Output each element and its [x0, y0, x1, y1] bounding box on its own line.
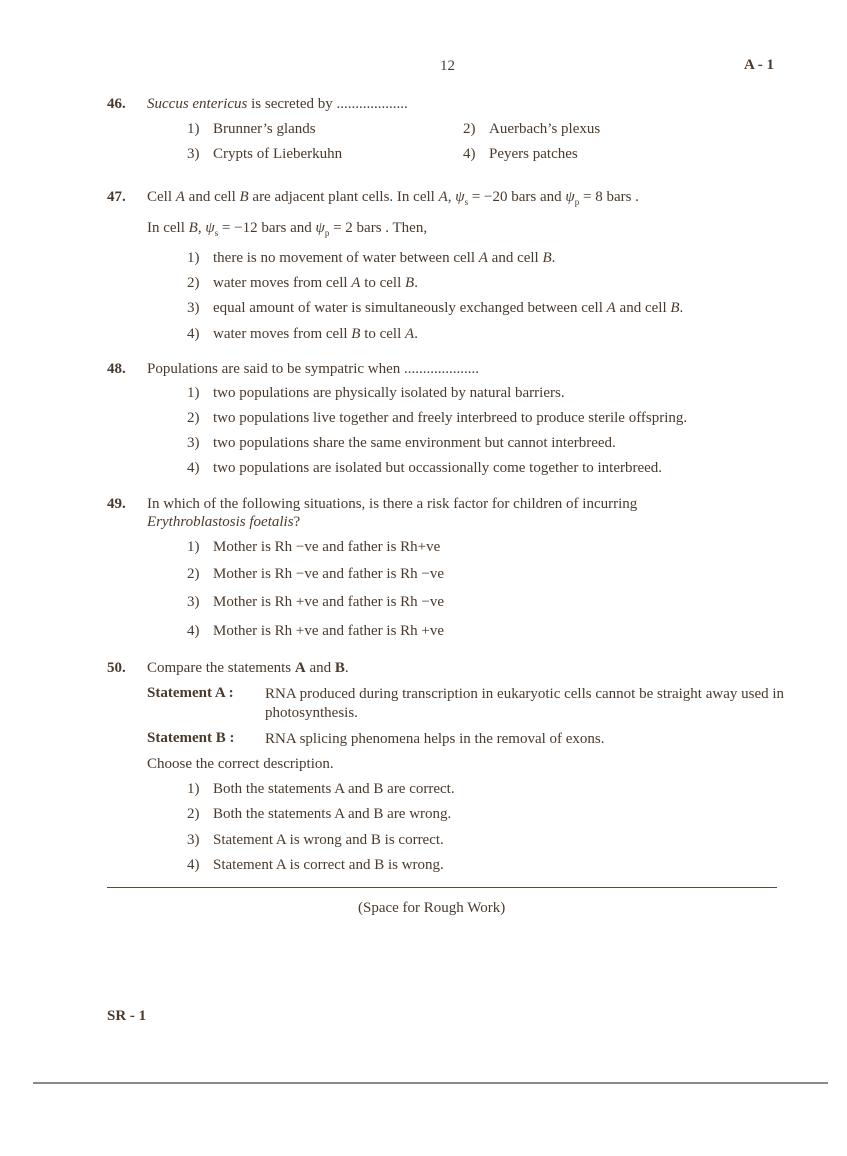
question-number: 49.: [107, 496, 126, 512]
question-text-line: Erythroblastosis foetalis?: [147, 514, 301, 530]
option: 4) Mother is Rh +ve and father is Rh +ve: [187, 623, 445, 639]
option: 4) water moves from cell B to cell A.: [187, 326, 418, 342]
question-text: In which of the following situations, is there a risk factor for children of incurring: [147, 496, 638, 512]
question-number: 50.: [107, 660, 126, 676]
question-text: Compare the statements A and B.: [147, 660, 349, 676]
option: [463, 146, 578, 163]
set-code: A - 1: [744, 57, 774, 73]
option: [463, 121, 600, 138]
question-text: Populations are said to be sympatric when ....................: [147, 361, 480, 377]
option-text: Brunner’s glands: [213, 121, 316, 137]
instruction: Choose the correct description.: [147, 756, 334, 772]
rough-work-label: (Space for Rough Work): [358, 900, 506, 916]
question-italic-term: Succus entericus: [147, 96, 248, 112]
statement-b-text: RNA splicing phenomena helps in the removal of exons.: [265, 731, 605, 747]
option: 3) Mother is Rh +ve and father is Rh −ve: [187, 594, 445, 610]
option: 1) two populations are physically isolated by natural barriers.: [187, 385, 565, 401]
option: 1) Both the statements A and B are correct.: [187, 781, 455, 797]
option: 3) equal amount of water is simultaneously exchanged between cell A and cell B.: [187, 300, 684, 316]
option: 2) two populations live together and freely interbreed to produce sterile offspring.: [187, 410, 688, 426]
option-text: Auerbach’s plexus: [489, 121, 601, 137]
page-number: 12: [440, 58, 455, 74]
option: 4) two populations are isolated but occassionally come together to interbreed.: [187, 460, 663, 476]
question-text-rest: is secreted by ...................: [247, 96, 408, 112]
option: 4) Statement A is correct and B is wrong.: [187, 857, 444, 873]
option-number: 4): [463, 146, 476, 162]
option: 3) Statement A is wrong and B is correct.: [187, 832, 444, 848]
option: 3) two populations share the same environment but cannot interbreed.: [187, 435, 616, 451]
option: 1) there is no movement of water between cell A and cell B.: [187, 250, 556, 266]
page-edge-line: [33, 1082, 828, 1084]
statement-b-label: Statement B :: [147, 730, 235, 746]
question-number: 47.: [107, 189, 126, 205]
statement-a-label: Statement A :: [147, 685, 234, 701]
question-number: 46.: [107, 96, 126, 112]
option: 1) Mother is Rh −ve and father is Rh+ve: [187, 539, 441, 555]
question-text-line: Cell A and cell B are adjacent plant cells. In cell A, $\psi_s = -20$ bars and $\psi_p = 8$ bars .: [147, 189, 639, 207]
option: 2) Both the statements A and B are wrong.: [187, 806, 452, 822]
footer-code: SR - 1: [107, 1008, 147, 1024]
option: 2) Mother is Rh −ve and father is Rh −ve: [187, 566, 445, 582]
option-text: Peyers patches: [489, 146, 578, 162]
divider: [107, 887, 777, 888]
question-text: [147, 96, 408, 113]
option: [187, 146, 342, 163]
option: [187, 121, 316, 138]
statement-a-text: RNA produced during transcription in eukaryotic cells cannot be straight away used in photosynthesis.: [265, 686, 785, 721]
question-number: 48.: [107, 361, 126, 377]
option: 2) water moves from cell A to cell B.: [187, 275, 418, 291]
question-text-line: In cell B, $\psi_s = -12$ bars and $\psi_p = 2$ bars . Then,: [147, 220, 428, 238]
option-text: Crypts of Lieberkuhn: [213, 146, 343, 162]
option-number: 3): [187, 146, 200, 162]
option-number: 2): [463, 121, 476, 137]
option-number: 1): [187, 121, 200, 137]
